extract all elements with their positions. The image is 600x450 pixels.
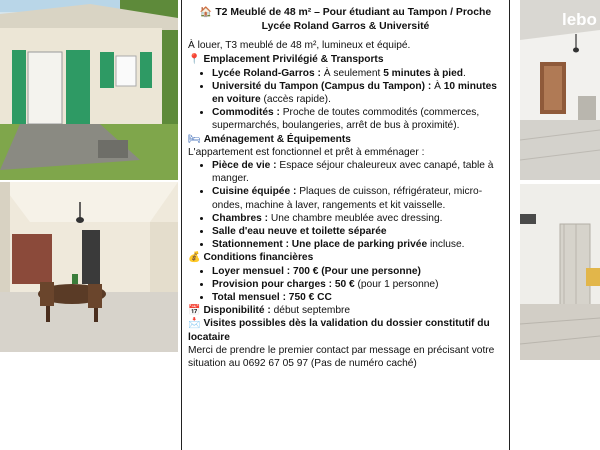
list-item: • Lycée Roland-Garros : À seulement 5 minutes à pied. <box>212 67 503 80</box>
list-item: • Provision pour charges : 50 € (pour 1 personne) <box>212 278 503 291</box>
list-item: • Stationnement : Une place de parking privée incluse. <box>212 238 503 251</box>
hallway-photo[interactable] <box>520 0 600 180</box>
list-item: • Pièce de vie : Espace séjour chaleureux avec canapé, table à manger. <box>212 159 503 185</box>
equipment-heading: 🛏 Aménagement & Équipements <box>188 133 351 145</box>
left-photo-column <box>0 0 178 450</box>
house-icon: 🏠 <box>199 7 213 18</box>
list-item: • Salle d'eau neuve et toilette séparée <box>212 225 503 238</box>
bed-icon: 🛏 <box>188 133 201 145</box>
list-item: • Cuisine équipée : Plaques de cuisson, réfrigérateur, micro-ondes, machine à laver, rangements et kit vaisselle. <box>212 185 503 211</box>
visits-heading: 📩 Visites possibles dès la validation du dossier constitutif du locataire <box>188 318 490 343</box>
listing-intro: À louer, T3 meublé de 48 m², lumineux et équipé. <box>188 40 411 52</box>
pin-icon: 📍 <box>188 54 201 66</box>
equipment-list <box>188 159 503 251</box>
listing-title: 🏠 T2 Meublé de 48 m² – Pour étudiant au Tampon / Proche Lycée Roland Garros & Université <box>199 7 492 32</box>
list-item: • Loyer mensuel : 700 € (Pour une personne) <box>212 265 503 278</box>
right-photo-column <box>520 0 600 450</box>
envelope-icon: 📩 <box>188 318 201 330</box>
brand-logo: lebo <box>562 10 597 29</box>
list-item: • Chambres : Une chambre meublée avec dressing. <box>212 212 503 225</box>
equipment-intro: L'appartement est fonctionnel et prêt à emménager : <box>188 146 425 158</box>
location-list <box>188 67 503 133</box>
list-item: • Université du Tampon (Campus du Tampon) : À 10 minutes en voiture (accès rapide). <box>212 80 503 106</box>
living-room-photo[interactable] <box>0 182 178 352</box>
house-exterior-photo[interactable] <box>0 0 178 180</box>
list-item: • Commodités : Proche de toutes commodités (commerces, supermarchés, boulangeries, arrêt de bus à proximité). <box>212 106 503 132</box>
availability: 📅 Disponibilité : début septembre <box>188 305 351 317</box>
list-item: • Total mensuel : 750 € CC <box>212 291 503 304</box>
money-bag-icon: 💰 <box>188 252 201 264</box>
location-heading: 📍 Emplacement Privilégié & Transports <box>188 54 384 66</box>
bathroom-photo[interactable] <box>520 184 600 360</box>
calendar-icon: 📅 <box>188 305 201 317</box>
finance-list <box>188 265 503 305</box>
finance-heading: 💰 Conditions financières <box>188 252 314 264</box>
visits-text: Merci de prendre le premier contact par message en précisant votre situation au 0692 67 05 97 (Pas de numéro caché) <box>188 344 495 370</box>
listing-description <box>181 0 510 450</box>
